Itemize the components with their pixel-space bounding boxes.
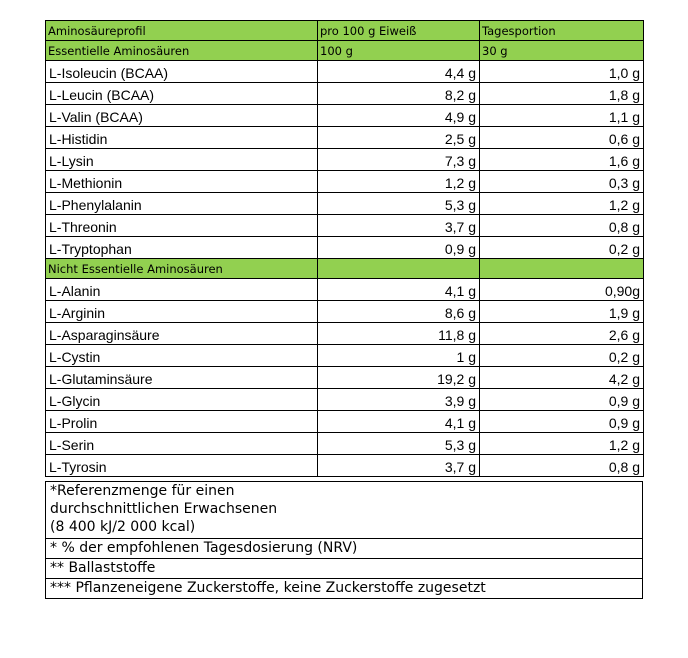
- table-row: [46, 433, 644, 455]
- amino-name-cell: L-Glycin: [46, 389, 318, 411]
- amino-name-cell: L-Glutaminsäure: [46, 367, 318, 389]
- daily-value-cell: 0,9 g: [480, 389, 644, 411]
- table-row: [46, 323, 644, 345]
- header-daily-amount-cell: 30 g: [480, 41, 644, 61]
- table-row: [46, 301, 644, 323]
- header-profile-cell: Aminosäureprofil: [46, 21, 318, 41]
- header-daily-cell: Tagesportion: [480, 21, 644, 41]
- amino-name-cell: L-Alanin: [46, 279, 318, 301]
- empty-header-cell: [318, 259, 480, 279]
- per100-value-cell: 7,3 g: [318, 149, 480, 171]
- per100-value-cell: 11,8 g: [318, 323, 480, 345]
- notes-table: [45, 481, 643, 599]
- amino-name-cell: L-Arginin: [46, 301, 318, 323]
- empty-header-cell: [480, 259, 644, 279]
- header-per100-amount-cell: 100 g: [318, 41, 480, 61]
- header-row-2: [46, 41, 644, 61]
- daily-value-cell: 0,9 g: [480, 411, 644, 433]
- table-row: [46, 193, 644, 215]
- per100-value-cell: 4,9 g: [318, 105, 480, 127]
- amino-acid-table: [45, 20, 644, 477]
- amino-name-cell: L-Cystin: [46, 345, 318, 367]
- daily-value-cell: 0,3 g: [480, 171, 644, 193]
- header-per100-cell: pro 100 g Eiweiß: [318, 21, 480, 41]
- amino-name-cell: L-Isoleucin (BCAA): [46, 61, 318, 83]
- table-row: [46, 83, 644, 105]
- daily-value-cell: 1,9 g: [480, 301, 644, 323]
- amino-name-cell: L-Histidin: [46, 127, 318, 149]
- amino-name-cell: L-Asparaginsäure: [46, 323, 318, 345]
- per100-value-cell: 4,1 g: [318, 279, 480, 301]
- amino-name-cell: L-Threonin: [46, 215, 318, 237]
- amino-acid-table-body: [46, 21, 644, 477]
- table-row: [46, 389, 644, 411]
- sugar-note: *** Pflanzeneigene Zuckerstoffe, keine Zuckerstoffe zugesetzt: [46, 579, 643, 599]
- amino-name-cell: L-Lysin: [46, 149, 318, 171]
- per100-value-cell: 4,1 g: [318, 411, 480, 433]
- daily-value-cell: 4,2 g: [480, 367, 644, 389]
- daily-value-cell: 1,8 g: [480, 83, 644, 105]
- amino-name-cell: L-Tyrosin: [46, 455, 318, 477]
- amino-name-cell: L-Leucin (BCAA): [46, 83, 318, 105]
- per100-value-cell: 2,5 g: [318, 127, 480, 149]
- per100-value-cell: 3,9 g: [318, 389, 480, 411]
- table-row: [46, 345, 644, 367]
- table-row: [46, 455, 644, 477]
- amino-name-cell: L-Serin: [46, 433, 318, 455]
- per100-value-cell: 19,2 g: [318, 367, 480, 389]
- table-row: [46, 367, 644, 389]
- header-row: [46, 21, 644, 41]
- daily-value-cell: 1,1 g: [480, 105, 644, 127]
- daily-value-cell: 1,6 g: [480, 149, 644, 171]
- daily-value-cell: 0,8 g: [480, 455, 644, 477]
- daily-value-cell: 1,2 g: [480, 433, 644, 455]
- per100-value-cell: 8,6 g: [318, 301, 480, 323]
- daily-value-cell: 0,2 g: [480, 237, 644, 259]
- table-row: [46, 411, 644, 433]
- amino-name-cell: L-Valin (BCAA): [46, 105, 318, 127]
- table-row: [46, 237, 644, 259]
- per100-value-cell: 5,3 g: [318, 433, 480, 455]
- nonessential-header-row: [46, 259, 644, 279]
- daily-value-cell: 1,2 g: [480, 193, 644, 215]
- reference-note: *Referenzmenge für einen durchschnittlichen Erwachsenen (8 400 kJ/2 000 kcal): [46, 482, 643, 539]
- table-row: [46, 105, 644, 127]
- table-row: [46, 279, 644, 301]
- amino-name-cell: L-Methionin: [46, 171, 318, 193]
- header-essential-cell: Essentielle Aminosäuren: [46, 41, 318, 61]
- nrv-note: * % der empfohlenen Tagesdosierung (NRV): [46, 539, 643, 559]
- amino-name-cell: L-Phenylalanin: [46, 193, 318, 215]
- table-row: [46, 149, 644, 171]
- per100-value-cell: 0,9 g: [318, 237, 480, 259]
- daily-value-cell: 0,6 g: [480, 127, 644, 149]
- daily-value-cell: 1,0 g: [480, 61, 644, 83]
- fiber-note: ** Ballaststoffe: [46, 559, 643, 579]
- daily-value-cell: 2,6 g: [480, 323, 644, 345]
- per100-value-cell: 3,7 g: [318, 215, 480, 237]
- table-row: [46, 171, 644, 193]
- daily-value-cell: 0,8 g: [480, 215, 644, 237]
- per100-value-cell: 4,4 g: [318, 61, 480, 83]
- per100-value-cell: 1 g: [318, 345, 480, 367]
- per100-value-cell: 1,2 g: [318, 171, 480, 193]
- daily-value-cell: 0,2 g: [480, 345, 644, 367]
- nonessential-header-cell: Nicht Essentielle Aminosäuren: [46, 259, 318, 279]
- amino-name-cell: L-Prolin: [46, 411, 318, 433]
- table-row: [46, 215, 644, 237]
- per100-value-cell: 8,2 g: [318, 83, 480, 105]
- table-row: [46, 127, 644, 149]
- per100-value-cell: 5,3 g: [318, 193, 480, 215]
- per100-value-cell: 3,7 g: [318, 455, 480, 477]
- table-row: [46, 61, 644, 83]
- daily-value-cell: 0,90g: [480, 279, 644, 301]
- amino-name-cell: L-Tryptophan: [46, 237, 318, 259]
